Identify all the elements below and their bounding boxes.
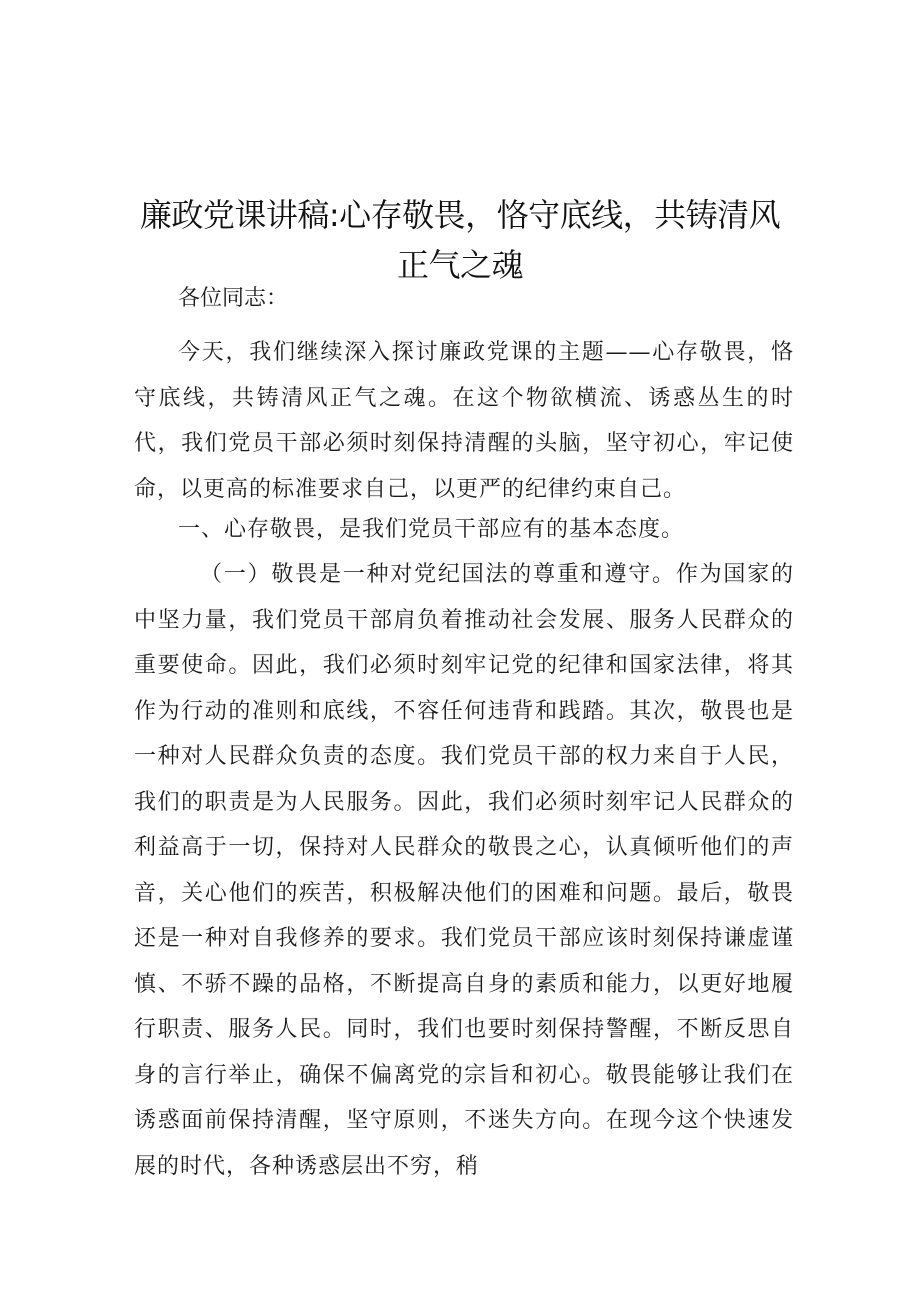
body-paragraph: （一）敬畏是一种对党纪国法的尊重和遵守。作为国家的中坚力量，我们党员干部肩负着推动社会发展、服务人民群众的重要使命。因此，我们必须时刻牢记党的纪律和国家法律，将其作为行动的准则和底线，不容任何违背和践踏。其次，敬畏也是一种对人民群众负责的态度。我们党员干部的权力来自于人民，我们的职责是为人民服务。因此，我们必须时刻牢记人民群众的利益高于一切，保持对人民群众的敬畏之心，认真倾听他们的声音，关心他们的疾苦，积极解决他们的困难和问题。最后，敬畏还是一种对自我修养的要求。我们党员干部应该时刻保持谦虚谨慎、不骄不躁的品格，不断提高自身的素质和能力，以更好地履行职责、服务人民。同时，我们也要时刻保持警醒，不断反思自身的言行举止，确保不偏离党的宗旨和初心。敬畏能够让我们在诱惑面前保持清醒，坚守原则，不迷失方向。在现今这个快速发展的时代，各种诱惑层出不穷，稍	[134, 562, 794, 1179]
section-heading: 一、心存敬畏，是我们党员干部应有的基本态度。	[178, 517, 685, 542]
title-line-1: 廉政党课讲稿:心存敬畏，恪守底线，共铸清风	[139, 196, 781, 234]
salutation: 各位同志：	[178, 286, 289, 311]
title-line-2: 正气之魂	[396, 246, 523, 284]
document-title	[130, 190, 790, 290]
intro-paragraph: 今天，我们继续深入探讨廉政党课的主题——心存敬畏，恪守底线，共铸清风正气之魂。在这个物欲横流、诱惑丛生的时代，我们党员干部必须时刻保持清醒的头脑，坚守初心，牢记使命，以更高的标准要求自己，以更严的纪律约束自己。	[134, 340, 794, 502]
